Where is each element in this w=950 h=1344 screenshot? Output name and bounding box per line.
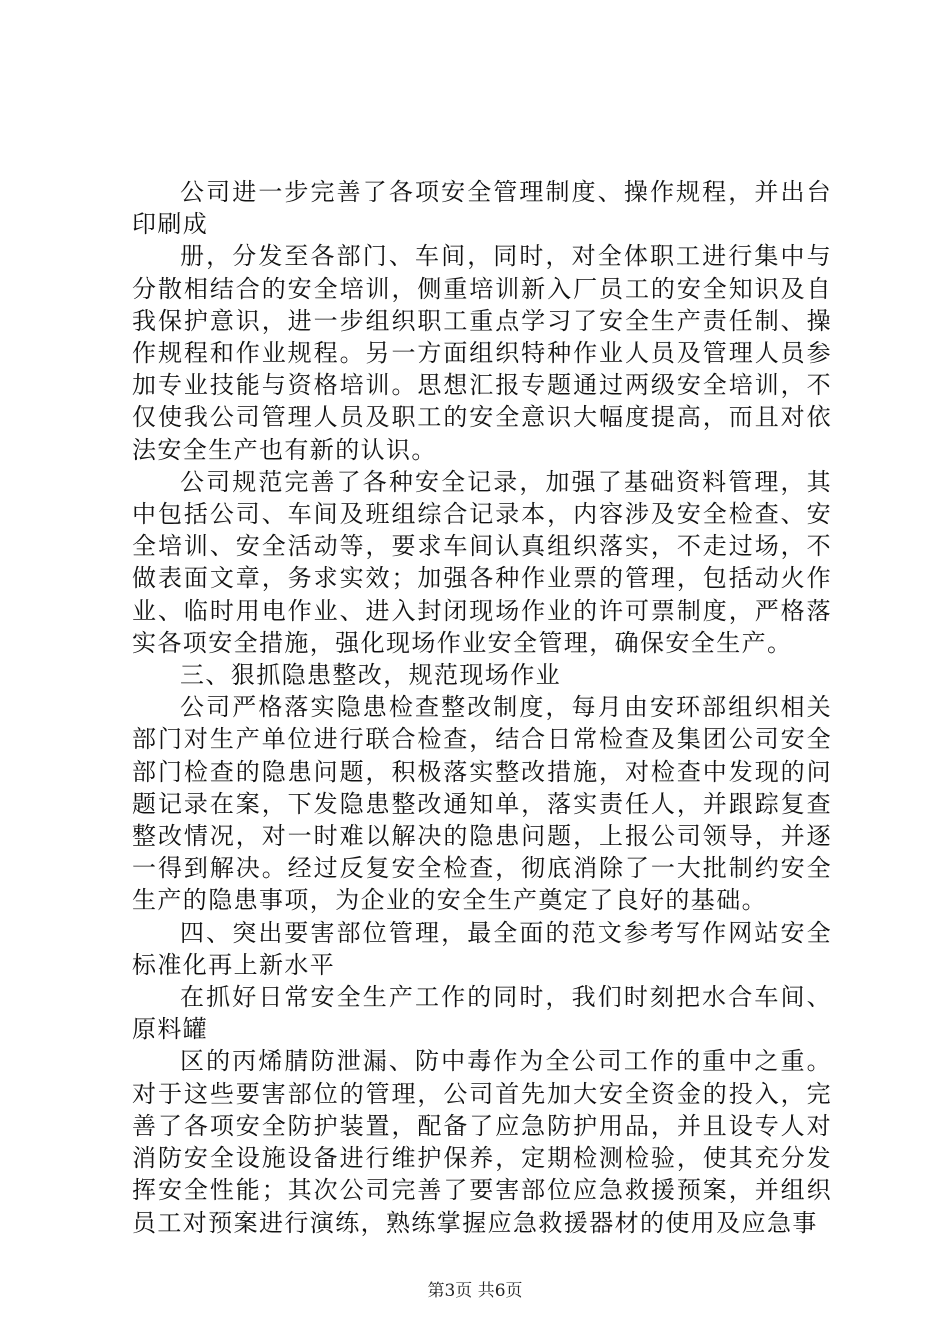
section-heading-4: 四、突出要害部位管理，最全面的范文参考写作网站安全标准化再上新水平 xyxy=(132,918,832,979)
page-number-footer: 第3页 共6页 xyxy=(427,1281,523,1301)
paragraph-3: 公司规范完善了各种安全记录，加强了基础资料管理，其中包括公司、车间及班组综合记录本，内容涉及安全检查、安全培训、安全活动等，要求车间认真组织落实，不走过场，不做表面文章，务求实效；加强各种作业票的管理，包括动火作业、临时用电作业、进入封闭现场作业的许可票制度，严格落实各项安全措施，强化现场作业安全管理，确保安全生产。 xyxy=(132,467,832,657)
paragraph-5: 在抓好日常安全生产工作的同时，我们时刻把水合车间、原料罐 xyxy=(132,983,832,1044)
paragraph-1: 公司进一步完善了各项安全管理制度、操作规程，并出台印刷成 xyxy=(132,178,832,239)
document-body xyxy=(132,176,832,1239)
section-heading-3: 三、狠抓隐患整改，规范现场作业 xyxy=(180,661,561,690)
paragraph-6: 区的丙烯腈防泄漏、防中毒作为全公司工作的重中之重。对于这些要害部位的管理，公司首先加大安全资金的投入，完善了各项安全防护装置，配备了应急防护用品，并且设专人对消防安全设施设备进行维护保养，定期检测检验，使其充分发挥安全性能；其次公司完善了要害部位应急救援预案，并组织员工对预案进行演练，熟练掌握应急救援器材的使用及应急事 xyxy=(132,1047,832,1237)
paragraph-2: 册，分发至各部门、车间，同时，对全体职工进行集中与分散相结合的安全培训，侧重培训新入厂员工的安全知识及自我保护意识，进一步组织职工重点学习了安全生产责任制、操作规程和作业规程。另一方面组织特种作业人员及管理人员参加专业技能与资格培训。思想汇报专题通过两级安全培训，不仅使我公司管理人员及职工的安全意识大幅度提高，而且对依法安全生产也有新的认识。 xyxy=(132,242,832,464)
paragraph-4: 公司严格落实隐患检查整改制度，每月由安环部组织相关部门对生产单位进行联合检查，结合日常检查及集团公司安全部门检查的隐患问题，积极落实整改措施，对检查中发现的问题记录在案，下发隐患整改通知单，落实责任人，并跟踪复查整改情况，对一时难以解决的隐患问题，上报公司领导，并逐一得到解决。经过反复安全检查，彻底消除了一大批制约安全生产的隐患事项，为企业的安全生产奠定了良好的基础。 xyxy=(132,693,832,915)
